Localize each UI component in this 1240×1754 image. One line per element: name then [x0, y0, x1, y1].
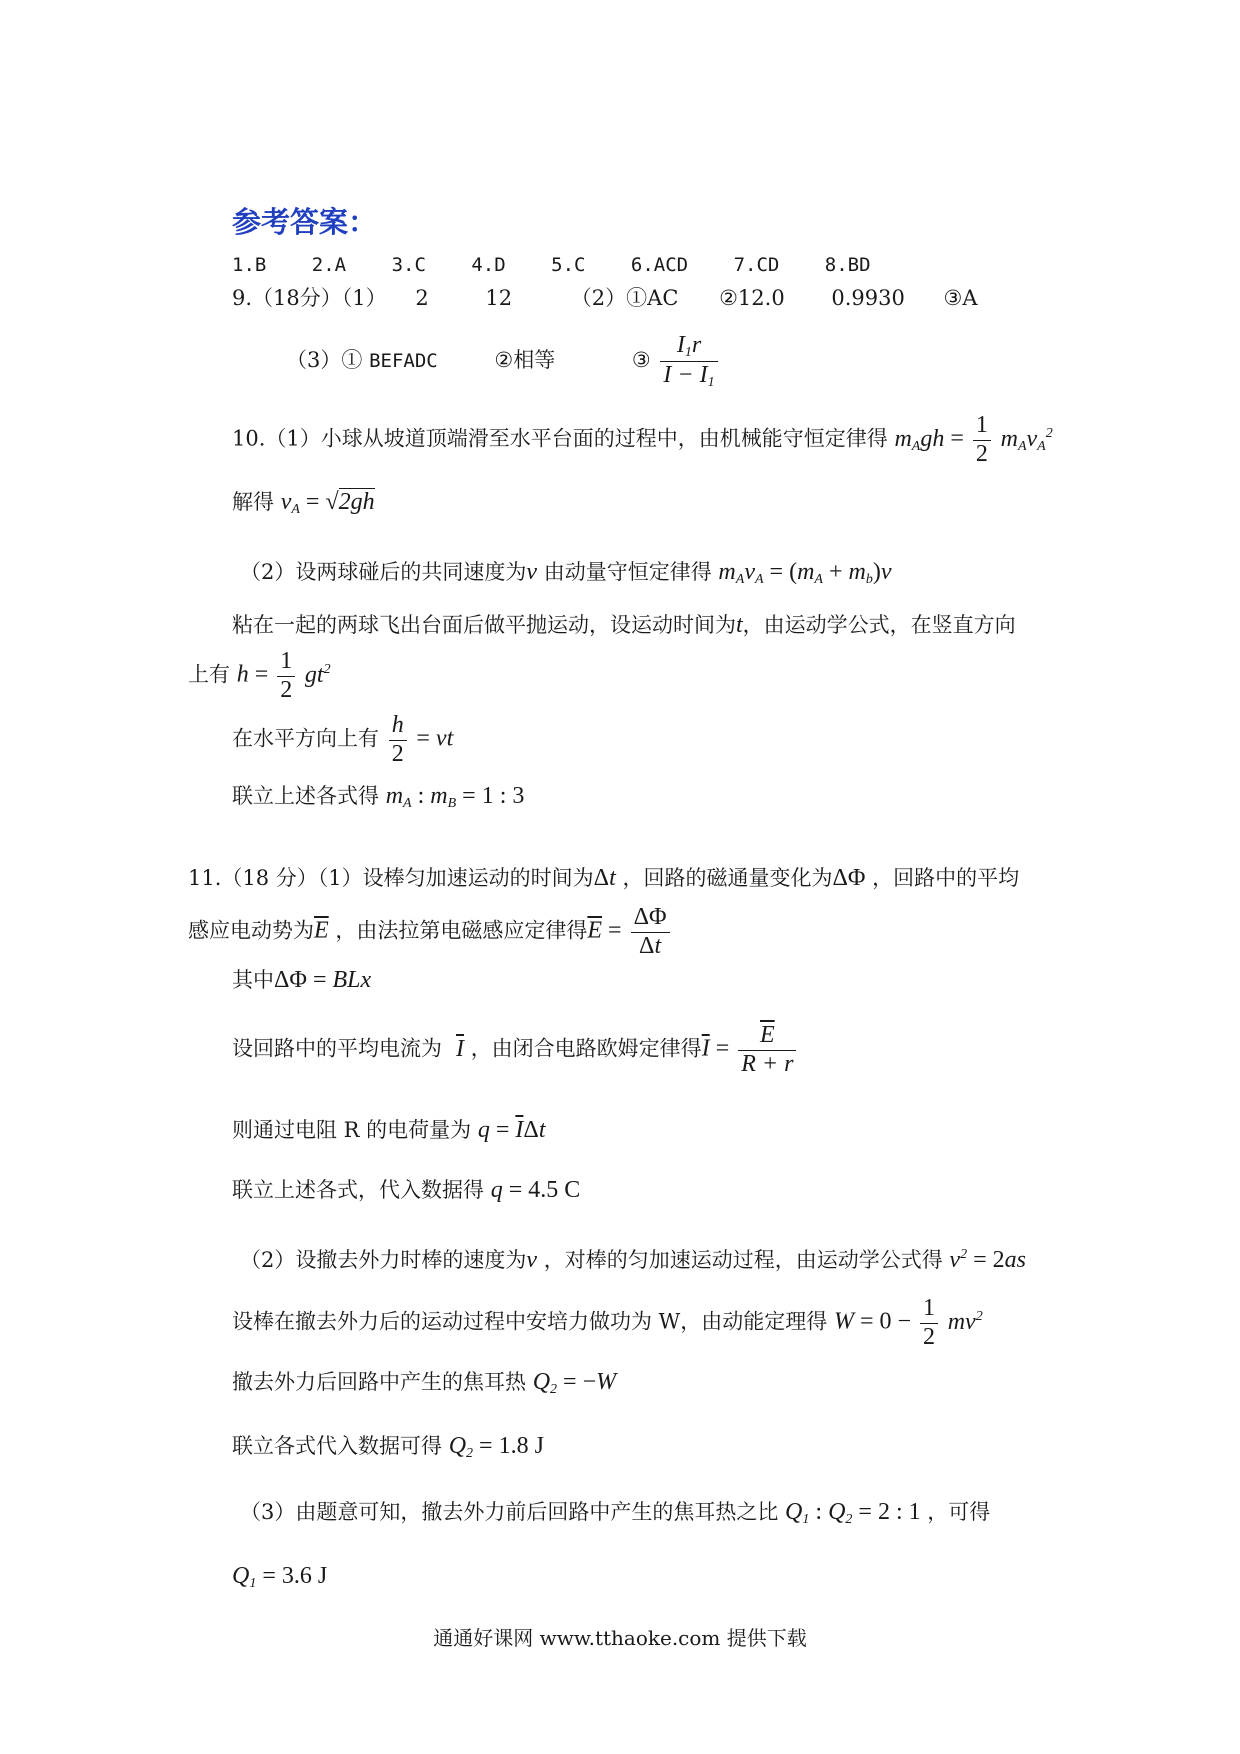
- q11-line-11: （3）由题意可知，撤去外力前后回路中产生的焦耳热之比 $Q_1$ : $Q_2 = 2$ : 1 ，可得: [240, 1499, 991, 1527]
- choice-6: 6.ACD: [630, 254, 689, 276]
- q9-line-1: 9.（18分）（1） 2 12 （2）①AC ②12.0 0.9930 ③A: [232, 286, 978, 310]
- q10-line-4: 粘在一起的两球飞出台面后做平抛运动，设运动时间为t，由运动学公式，在竖直方向: [232, 612, 1016, 638]
- choice-7: 7.CD: [733, 254, 780, 276]
- q10-line-2: 解得 $v_A = √2gh$: [232, 489, 375, 517]
- q11-line-9: 撤去外力后回路中产生的焦耳热 $Q_2 = -W$: [232, 1369, 617, 1397]
- q11-line-7: （2）设撤去外力时棒的速度为v ，对棒的匀加速运动过程，由运动学公式得 $v^2 = 2as$: [240, 1247, 1026, 1273]
- q11-line-5: 则通过电阻 R 的电荷量为 $q = \overline{I}\Delta t$: [232, 1117, 546, 1143]
- choice-answers: [232, 256, 871, 275]
- q9-line-2: （3）① BEFADC ②相等 ③ $\frac{I_1r}{I - I_1}$: [286, 332, 721, 391]
- q11-line-8: 设棒在撤去外力后的运动过程中安培力做功为 W，由动能定理得 W = 0 − $\frac{1}{2}$ $mv^2$: [232, 1295, 983, 1350]
- q10-line-3: （2）设两球碰后的共同速度为v 由动量守恒定律得 $m_Av_A = (m_A + m_b)v$: [240, 559, 892, 587]
- choice-5: 5.C: [551, 254, 586, 276]
- q11-line-4: 设回路中的平均电流为 $\overline{I}$ ，由闭合电路欧姆定律得$\overline{I}$ = $\frac{\overline{E}}{R + r}$: [232, 1022, 799, 1078]
- q11-line-2: 感应电动势为$\overline{E}$ ，由法拉第电磁感应定律得$\overline{E}$ = $\frac{\Delta\Phi}{\Delta t}$: [188, 904, 673, 960]
- choice-8: 8.BD: [824, 254, 871, 276]
- page-title: 参考答案：: [232, 205, 378, 239]
- q10-line-1: 10.（1）小球从坡道顶端滑至水平台面的过程中，由机械能守恒定律得 $m_Agh$ = $\frac{1}{2}$ $m_Av_A^2$: [232, 412, 1053, 467]
- q11-line-6: 联立上述各式，代入数据得 q = 4.5 C: [232, 1177, 581, 1203]
- q10-line-6: 在水平方向上有 $\frac{h}{2}$ = vt: [232, 712, 454, 767]
- q10-line-7: 联立上述各式得 $m_A$ : $m_B = 1$ : 3: [232, 783, 525, 811]
- choice-2: 2.A: [311, 254, 347, 276]
- choice-1: 1.B: [232, 254, 267, 276]
- formula-q9-resistance: $\frac{I_1r}{I - I_1}$: [660, 332, 717, 391]
- choice-4: 4.D: [471, 254, 506, 276]
- q11-line-3: 其中ΔΦ = BLx: [232, 967, 372, 993]
- q11-line-10: 联立各式代入数据可得 $Q_2 = 1.8$ J: [232, 1433, 544, 1461]
- q11-line-12: $Q_1 = 3.6$ J: [232, 1563, 328, 1591]
- q10-line-5: 上有 h = $\frac{1}{2}$ $gt^2$: [188, 648, 331, 703]
- q11-line-1: 11.（18 分）（1）设棒匀加速运动的时间为Δt ，回路的磁通量变化为ΔΦ ，回路中的平均: [188, 865, 1020, 891]
- footer-source: 通通好课网 www.tthaoke.com 提供下载: [433, 1626, 807, 1650]
- choice-3: 3.C: [391, 254, 426, 276]
